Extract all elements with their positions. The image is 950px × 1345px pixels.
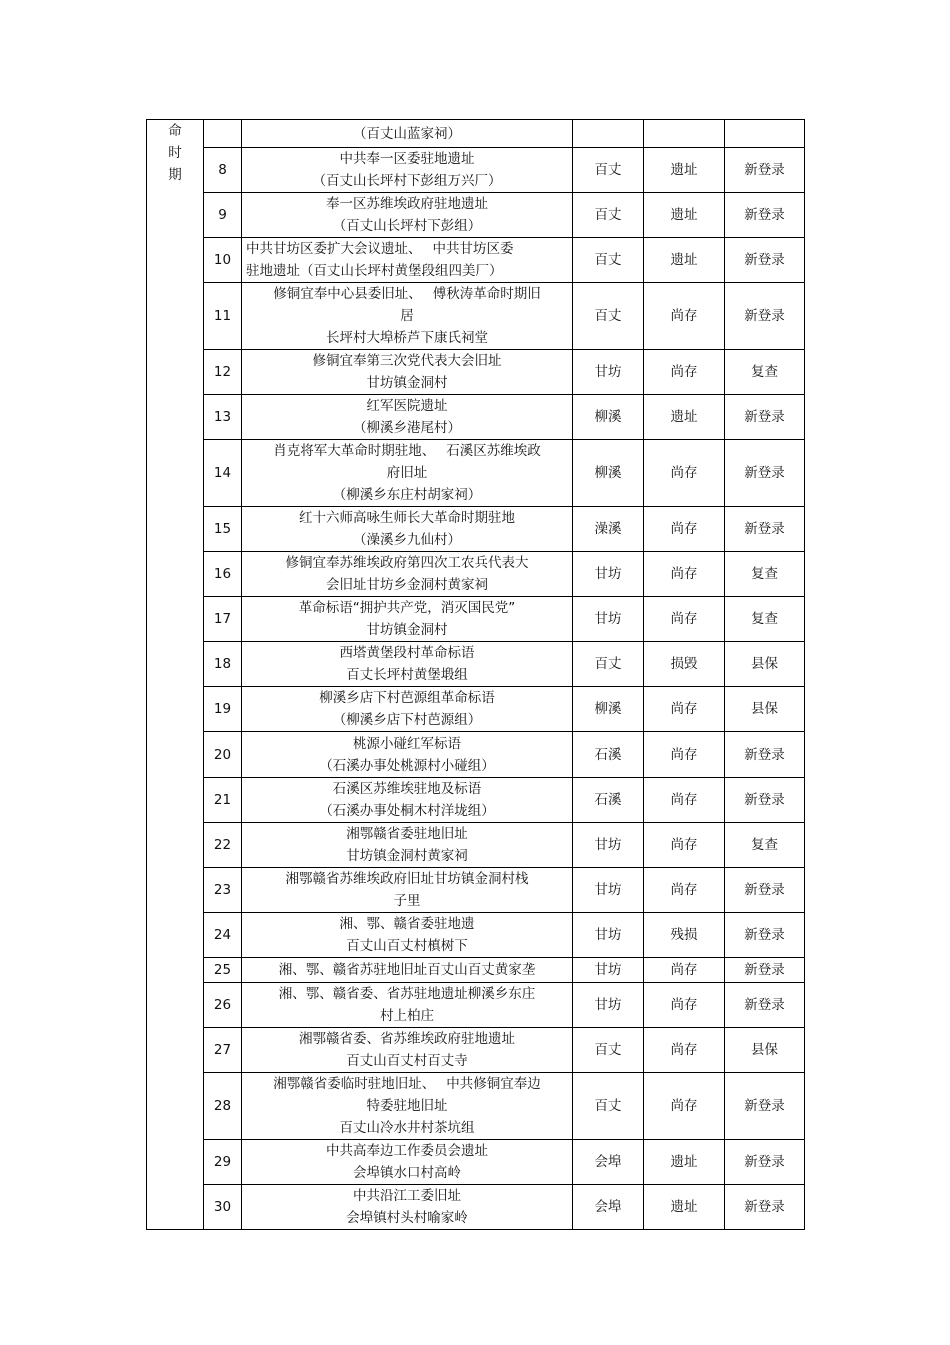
period-cell xyxy=(147,120,204,1230)
town-cell: 澡溪 xyxy=(573,507,644,552)
table-row xyxy=(147,983,805,1028)
site-name-line: 湘鄂赣省委、省苏维埃政府驻地遗址 xyxy=(299,1031,515,1047)
category-cell: 新登录 xyxy=(725,283,805,350)
site-name-line: 修铜宜奉苏维埃政府第四次工农兵代表大 xyxy=(285,555,529,571)
table-row xyxy=(147,238,805,283)
site-name-line: 肖克将军大革命时期驻地、 石溪区苏维埃政 xyxy=(273,443,541,459)
site-name-line: （柳溪乡店下村芭源组） xyxy=(332,712,482,728)
site-name-cell xyxy=(242,1028,573,1073)
category-cell: 新登录 xyxy=(725,1185,805,1230)
site-name-line: 特委驻地旧址 xyxy=(366,1098,448,1114)
site-name-cell xyxy=(242,1185,573,1230)
town-cell: 百丈 xyxy=(573,148,644,193)
site-name-line: 中共奉一区委驻地遗址 xyxy=(339,151,475,167)
site-name-cell xyxy=(242,238,573,283)
category-cell: 新登录 xyxy=(725,193,805,238)
status-cell: 尚存 xyxy=(644,778,725,823)
status-cell: 尚存 xyxy=(644,440,725,507)
site-name-cell xyxy=(242,283,573,350)
category-cell: 新登录 xyxy=(725,868,805,913)
town-cell: 百丈 xyxy=(573,642,644,687)
row-number: 29 xyxy=(204,1140,242,1185)
row-number: 12 xyxy=(204,350,242,395)
table-row xyxy=(147,440,805,507)
status-cell: 尚存 xyxy=(644,687,725,732)
status-cell: 尚存 xyxy=(644,868,725,913)
town-cell: 石溪 xyxy=(573,778,644,823)
site-name-line: 湘、鄂、赣省委驻地遗 xyxy=(339,916,475,932)
row-number: 27 xyxy=(204,1028,242,1073)
table-row xyxy=(147,552,805,597)
table-row xyxy=(147,642,805,687)
table-row xyxy=(147,395,805,440)
site-name-cell xyxy=(242,440,573,507)
status-cell xyxy=(644,120,725,148)
town-cell: 会埠 xyxy=(573,1140,644,1185)
site-name-line: 奉一区苏维埃政府驻地遗址 xyxy=(326,196,488,212)
site-name-line: （澡溪乡九仙村） xyxy=(353,532,461,548)
status-cell: 尚存 xyxy=(644,552,725,597)
site-name-line: 百丈长坪村黄堡塅组 xyxy=(346,667,468,683)
status-cell: 尚存 xyxy=(644,983,725,1028)
table-row xyxy=(147,120,805,148)
town-cell: 甘坊 xyxy=(573,983,644,1028)
table-row xyxy=(147,1185,805,1230)
table-row xyxy=(147,1028,805,1073)
site-name-line: （石溪办事处桐木村洋垅组） xyxy=(319,803,495,819)
town-cell: 甘坊 xyxy=(573,552,644,597)
category-cell: 新登录 xyxy=(725,1140,805,1185)
category-cell: 新登录 xyxy=(725,983,805,1028)
site-name-cell xyxy=(242,148,573,193)
status-cell: 尚存 xyxy=(644,1028,725,1073)
site-name-line: 湘、鄂、赣省苏驻地旧址百丈山百丈黄家垄 xyxy=(278,962,536,978)
site-name-line: （柳溪乡东庄村胡家祠） xyxy=(332,487,482,503)
site-name-line: 湘鄂赣省委临时驻地旧址、 中共修铜宜奉边 xyxy=(273,1076,541,1092)
row-number: 8 xyxy=(204,148,242,193)
period-char: 时 xyxy=(168,145,182,161)
town-cell: 石溪 xyxy=(573,732,644,778)
row-number: 22 xyxy=(204,823,242,868)
site-name-line: 中共高奉边工作委员会遗址 xyxy=(326,1143,488,1159)
status-cell: 尚存 xyxy=(644,350,725,395)
category-cell: 县保 xyxy=(725,1028,805,1073)
site-name-line: 甘坊镇金洞村 xyxy=(366,375,448,391)
table-row xyxy=(147,1073,805,1140)
table-row xyxy=(147,148,805,193)
site-name-line: 居 xyxy=(400,308,414,324)
category-cell: 新登录 xyxy=(725,913,805,958)
site-name-line: 中共甘坊区委扩大会议遗址、 中共甘坊区委 xyxy=(246,241,514,257)
town-cell: 百丈 xyxy=(573,238,644,283)
status-cell: 遗址 xyxy=(644,395,725,440)
town-cell: 百丈 xyxy=(573,283,644,350)
table-body xyxy=(147,120,805,1230)
site-name-line: 石溪区苏维埃驻地及标语 xyxy=(332,781,482,797)
row-number: 9 xyxy=(204,193,242,238)
town-cell xyxy=(573,120,644,148)
status-cell: 遗址 xyxy=(644,148,725,193)
row-number: 20 xyxy=(204,732,242,778)
category-cell: 新登录 xyxy=(725,148,805,193)
row-number: 25 xyxy=(204,958,242,983)
status-cell: 尚存 xyxy=(644,732,725,778)
site-name-line: 子里 xyxy=(393,893,421,909)
site-name-cell xyxy=(242,350,573,395)
status-cell: 尚存 xyxy=(644,1073,725,1140)
town-cell: 柳溪 xyxy=(573,687,644,732)
site-name-line: 西塔黄堡段村革命标语 xyxy=(339,645,475,661)
site-name-line: 中共沿江工委旧址 xyxy=(353,1188,461,1204)
site-name-line: （百丈山长坪村下彭组） xyxy=(332,218,482,234)
site-name-line: 百丈山冷水井村茶坑组 xyxy=(339,1120,475,1136)
row-number: 19 xyxy=(204,687,242,732)
site-name-line: （柳溪乡港尾村） xyxy=(353,420,461,436)
table-row xyxy=(147,958,805,983)
site-name-cell xyxy=(242,823,573,868)
row-number: 24 xyxy=(204,913,242,958)
site-name-line: 湘鄂赣省苏维埃政府旧址甘坊镇金洞村栈 xyxy=(285,871,529,887)
town-cell: 百丈 xyxy=(573,1028,644,1073)
row-number: 11 xyxy=(204,283,242,350)
table-row xyxy=(147,913,805,958)
site-name-cell xyxy=(242,395,573,440)
table-row xyxy=(147,283,805,350)
status-cell: 尚存 xyxy=(644,597,725,642)
site-name-cell xyxy=(242,732,573,778)
town-cell: 甘坊 xyxy=(573,597,644,642)
town-cell: 甘坊 xyxy=(573,958,644,983)
site-name-line: 修铜宜奉第三次党代表大会旧址 xyxy=(312,353,502,369)
site-name-line: 府旧址 xyxy=(386,465,428,481)
status-cell: 尚存 xyxy=(644,507,725,552)
category-cell: 新登录 xyxy=(725,507,805,552)
category-cell: 新登录 xyxy=(725,778,805,823)
town-cell: 柳溪 xyxy=(573,440,644,507)
site-name-line: 红十六师高咏生师长大革命时期驻地 xyxy=(299,510,515,526)
table-row xyxy=(147,1140,805,1185)
site-name-line: 村上柏庄 xyxy=(380,1008,434,1024)
category-cell: 新登录 xyxy=(725,395,805,440)
category-cell xyxy=(725,120,805,148)
category-cell: 复查 xyxy=(725,823,805,868)
site-name-cell xyxy=(242,868,573,913)
table-row xyxy=(147,687,805,732)
row-number: 30 xyxy=(204,1185,242,1230)
row-number: 23 xyxy=(204,868,242,913)
site-name-cell xyxy=(242,687,573,732)
site-name-line: 长坪村大埠桥芦下康氏祠堂 xyxy=(326,330,488,346)
site-name-cell xyxy=(242,597,573,642)
town-cell: 甘坊 xyxy=(573,823,644,868)
town-cell: 甘坊 xyxy=(573,868,644,913)
status-cell: 尚存 xyxy=(644,958,725,983)
status-cell: 遗址 xyxy=(644,1185,725,1230)
site-name-line: 桃源小碰红军标语 xyxy=(353,735,461,752)
table-row xyxy=(147,732,805,778)
site-name-line: 甘坊镇金洞村 xyxy=(366,622,448,638)
site-name-line: 柳溪乡店下村芭源组革命标语 xyxy=(319,690,495,706)
site-name-line: （百丈山蓝家祠） xyxy=(353,125,461,142)
town-cell: 百丈 xyxy=(573,193,644,238)
town-cell: 甘坊 xyxy=(573,350,644,395)
row-number: 28 xyxy=(204,1073,242,1140)
site-name-line: 湘、鄂、赣省委、省苏驻地遗址柳溪乡东庄 xyxy=(278,986,536,1002)
site-name-line: 会埠镇水口村高岭 xyxy=(353,1165,461,1181)
site-name-line: 湘鄂赣省委驻地旧址 xyxy=(346,826,468,842)
row-number: 18 xyxy=(204,642,242,687)
category-cell: 新登录 xyxy=(725,238,805,283)
table-row xyxy=(147,350,805,395)
table-row xyxy=(147,193,805,238)
site-name-cell xyxy=(242,1140,573,1185)
category-cell: 新登录 xyxy=(725,440,805,507)
table-row xyxy=(147,778,805,823)
site-name-cell xyxy=(242,193,573,238)
site-name-line: 驻地遗址（百丈山长坪村黄堡段组四美厂） xyxy=(246,263,503,279)
category-cell: 新登录 xyxy=(725,1073,805,1140)
site-name-line: 会埠镇村头村喻家岭 xyxy=(346,1210,468,1226)
site-name-line: 修铜宜奉中心县委旧址、 傅秋涛革命时期旧 xyxy=(273,286,541,302)
status-cell: 尚存 xyxy=(644,823,725,868)
site-name-line: 会旧址甘坊乡金洞村黄家祠 xyxy=(326,577,488,593)
site-name-cell xyxy=(242,507,573,552)
heritage-table xyxy=(146,119,805,1230)
site-name-cell xyxy=(242,552,573,597)
status-cell: 损毁 xyxy=(644,642,725,687)
site-name-line: （石溪办事处桃源村小碰组） xyxy=(319,757,495,774)
site-name-cell xyxy=(242,778,573,823)
site-name-line: 甘坊镇金洞村黄家祠 xyxy=(346,848,468,864)
row-number: 17 xyxy=(204,597,242,642)
period-char: 命 xyxy=(168,123,182,139)
row-number: 21 xyxy=(204,778,242,823)
table-row xyxy=(147,597,805,642)
category-cell: 新登录 xyxy=(725,958,805,983)
category-cell: 新登录 xyxy=(725,732,805,778)
site-name-line: （百丈山长坪村下彭组万兴厂） xyxy=(312,173,502,189)
table-row xyxy=(147,507,805,552)
site-name-cell xyxy=(242,120,573,148)
period-char: 期 xyxy=(168,167,182,183)
table-row xyxy=(147,823,805,868)
status-cell: 遗址 xyxy=(644,193,725,238)
row-number xyxy=(204,120,242,148)
category-cell: 县保 xyxy=(725,642,805,687)
site-name-cell xyxy=(242,983,573,1028)
row-number: 16 xyxy=(204,552,242,597)
status-cell: 残损 xyxy=(644,913,725,958)
category-cell: 复查 xyxy=(725,350,805,395)
row-number: 14 xyxy=(204,440,242,507)
status-cell: 遗址 xyxy=(644,1140,725,1185)
town-cell: 会埠 xyxy=(573,1185,644,1230)
site-name-line: 革命标语“拥护共产党，消灭国民党” xyxy=(298,600,516,616)
status-cell: 遗址 xyxy=(644,238,725,283)
row-number: 10 xyxy=(204,238,242,283)
site-name-line: 红军医院遗址 xyxy=(366,398,448,414)
site-name-cell xyxy=(242,913,573,958)
site-name-cell xyxy=(242,642,573,687)
site-name-line: 百丈山百丈村百丈寺 xyxy=(346,1053,468,1069)
status-cell: 尚存 xyxy=(644,283,725,350)
category-cell: 复查 xyxy=(725,597,805,642)
site-name-line: 百丈山百丈村槙树下 xyxy=(346,938,468,954)
row-number: 15 xyxy=(204,507,242,552)
row-number: 13 xyxy=(204,395,242,440)
site-name-cell xyxy=(242,958,573,983)
town-cell: 百丈 xyxy=(573,1073,644,1140)
town-cell: 甘坊 xyxy=(573,913,644,958)
row-number: 26 xyxy=(204,983,242,1028)
category-cell: 县保 xyxy=(725,687,805,732)
category-cell: 复查 xyxy=(725,552,805,597)
town-cell: 柳溪 xyxy=(573,395,644,440)
table-row xyxy=(147,868,805,913)
site-name-cell xyxy=(242,1073,573,1140)
